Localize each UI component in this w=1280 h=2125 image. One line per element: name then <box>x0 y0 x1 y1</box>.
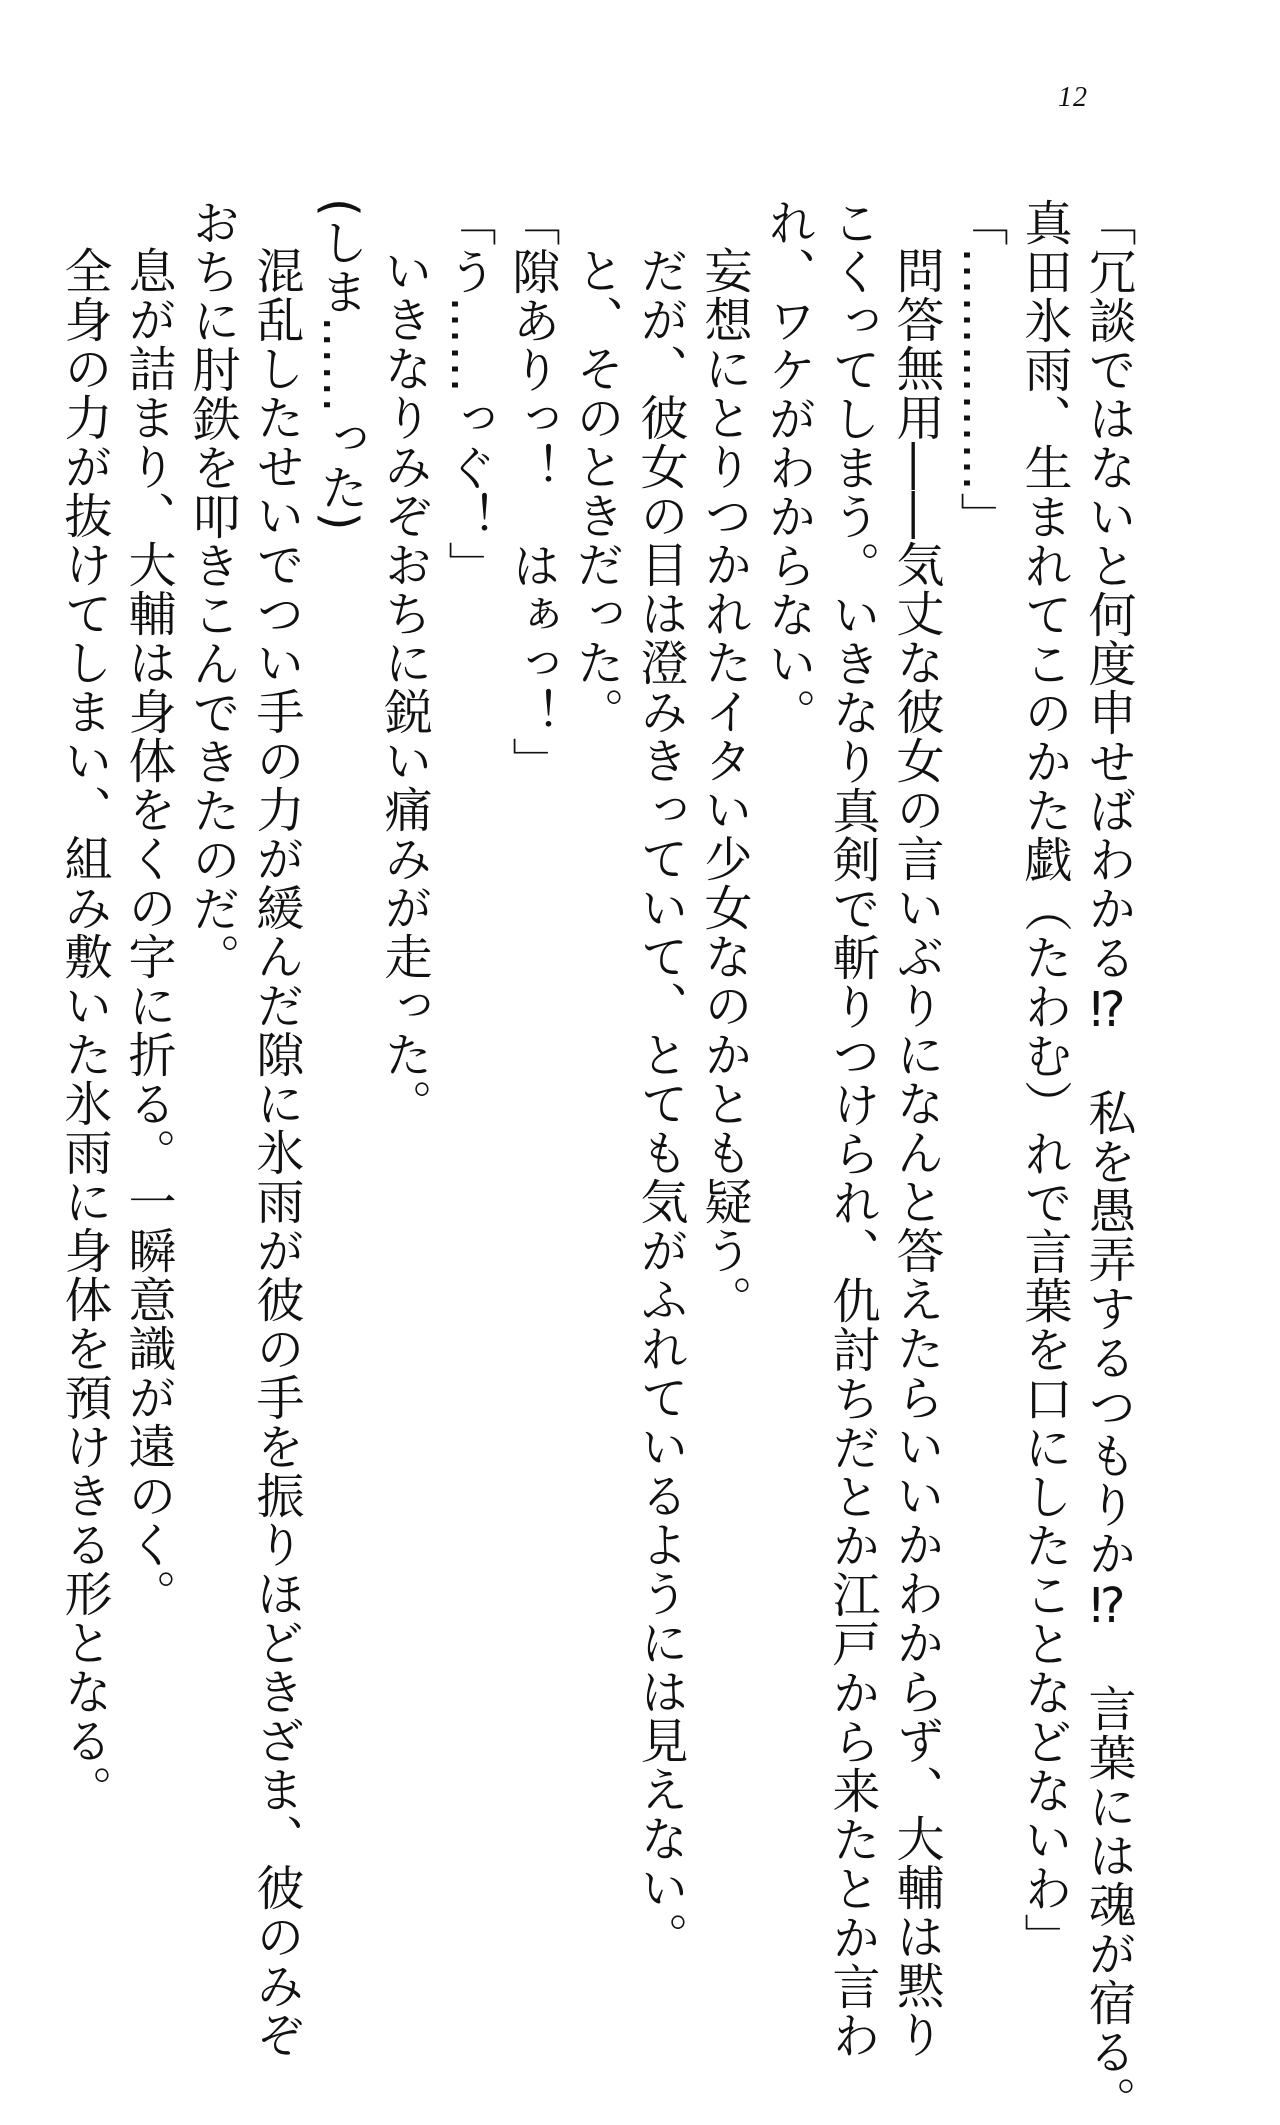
text-line: 混乱したせいでつい手の力が緩んだ隙に氷雨が彼の手を振りほどきざま、彼のみぞ <box>248 246 304 2059</box>
text-line: だが、彼女の目は澄みきっていて、とても気がふれているようには見えない。 <box>632 246 688 1961</box>
text-line: (しま……った) <box>312 198 368 532</box>
text-line: 「冗談ではないと何度申せばわかる⁉ 私を愚弄するつもりか⁉ 言葉には魂が宿る。 <box>1080 198 1136 2125</box>
text-line: 息が詰まり、大輔は身体をくの字に折る。一瞬意識が遠のく。 <box>120 246 176 1618</box>
text-line: 妄想にとりつかれたイタい少女なのかとも疑う。 <box>696 246 752 1324</box>
text-line: と、そのときだった。 <box>568 246 624 736</box>
vertical-text-body <box>56 198 1140 2125</box>
text-line: おちに肘鉄を叩きこんできたのだ。 <box>184 198 240 982</box>
text-line: 真田氷雨、生まれてこのかた戯（たわむ）れで言葉を口にしたことなどないわ」 <box>1016 198 1072 1962</box>
page-number: 12 <box>1058 82 1088 113</box>
text-line: 問答無用――気丈な彼女の言いぶりになんと答えたらいいかわからず、大輔は黙り <box>888 246 944 2059</box>
text-line: こくってしまう。いきなり真剣で斬りつけられ、仇討ちだとか江戸から来たとか言わ <box>824 198 880 2060</box>
text-line: 全身の力が抜けてしまい、組み敷いた氷雨に身体を預けきる形となる。 <box>56 246 112 1814</box>
text-line: れ、ワケがわからない。 <box>760 198 816 737</box>
text-line: 「……………」 <box>952 198 1008 541</box>
text-line: 「隙ありっ！ はぁっ！」 <box>504 198 560 786</box>
text-line: いきなりみぞおちに鋭い痛みが走った。 <box>376 246 432 1128</box>
text-line: 「う……っぐ！」 <box>440 198 496 590</box>
